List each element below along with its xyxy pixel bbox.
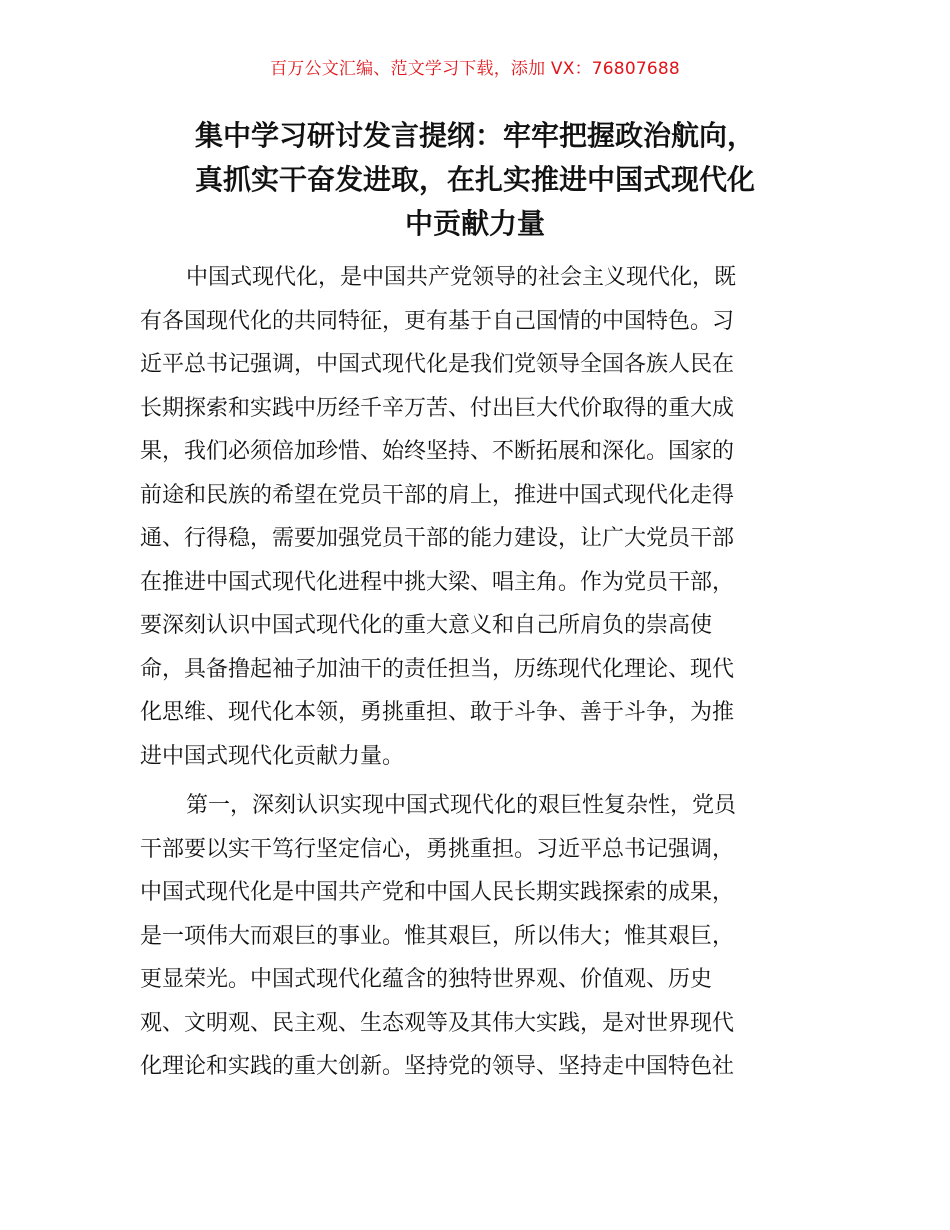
- paragraph-line: 在推进中国式现代化进程中挑大梁、唱主角。作为党员干部，: [140, 569, 735, 595]
- paragraph-line: 命，具备撸起袖子加油干的责任担当，历练现代化理论、现代: [140, 656, 735, 682]
- paragraph-line: 进中国式现代化贡献力量。: [140, 743, 405, 769]
- title-line-3: 中贡献力量: [404, 207, 545, 240]
- paragraph-first-point: [140, 784, 816, 1089]
- document-title: [130, 114, 820, 246]
- title-line-2: 真抓实干奋发进取，在扎实推进中国式现代化: [194, 163, 755, 196]
- paragraph-line: 观、文明观、民主观、生态观等及其伟大实践，是对世界现代: [140, 1010, 735, 1036]
- paragraph-line: 长期探索和实践中历经千辛万苦、付出巨大代价取得的重大成: [140, 395, 735, 421]
- paragraph-line: 中国式现代化，是中国共产党领导的社会主义现代化，既: [186, 265, 737, 290]
- paragraph-line: 通、行得稳，需要加强党员干部的能力建设，让广大党员干部: [140, 526, 735, 551]
- paragraph-line: 中国式现代化是中国共产党和中国人民长期实践探索的成果，: [140, 880, 735, 905]
- paragraph-line: 更显荣光。中国式现代化蕴含的独特世界观、价值观、历史: [140, 967, 713, 992]
- header-watermark: 百万公文汇编、范文学习下载，添加 VX：76807688: [270, 59, 680, 79]
- paragraph-line: 化理论和实践的重大创新。坚持党的领导、坚持走中国特色社: [140, 1054, 735, 1079]
- paragraph-line: 是一项伟大而艰巨的事业。惟其艰巨，所以伟大；惟其艰巨，: [140, 923, 735, 949]
- paragraph-line: 有各国现代化的共同特征，更有基于自己国情的中国特色。习: [140, 308, 735, 334]
- paragraph-line: 第一，深刻认识实现中国式现代化的艰巨性复杂性，党员: [186, 793, 737, 818]
- paragraph-line: 前途和民族的希望在党员干部的肩上，推进中国式现代化走得: [140, 482, 735, 508]
- title-line-1: 集中学习研讨发言提纲：牢牢把握政治航向，: [194, 119, 755, 152]
- paragraph-line: 果，我们必须倍加珍惜、始终坚持、不断拓展和深化。国家的: [140, 439, 735, 464]
- paragraph-line: 要深刻认识中国式现代化的重大意义和自己所肩负的崇高使: [140, 613, 713, 638]
- paragraph-line: 干部要以实干笃行坚定信心，勇挑重担。习近平总书记强调，: [140, 836, 735, 862]
- paragraph-intro: [140, 256, 816, 778]
- paragraph-line: 化思维、现代化本领，勇挑重担、敢于斗争、善于斗争，为推: [140, 700, 735, 725]
- paragraph-line: 近平总书记强调，中国式现代化是我们党领导全国各族人民在: [140, 352, 735, 377]
